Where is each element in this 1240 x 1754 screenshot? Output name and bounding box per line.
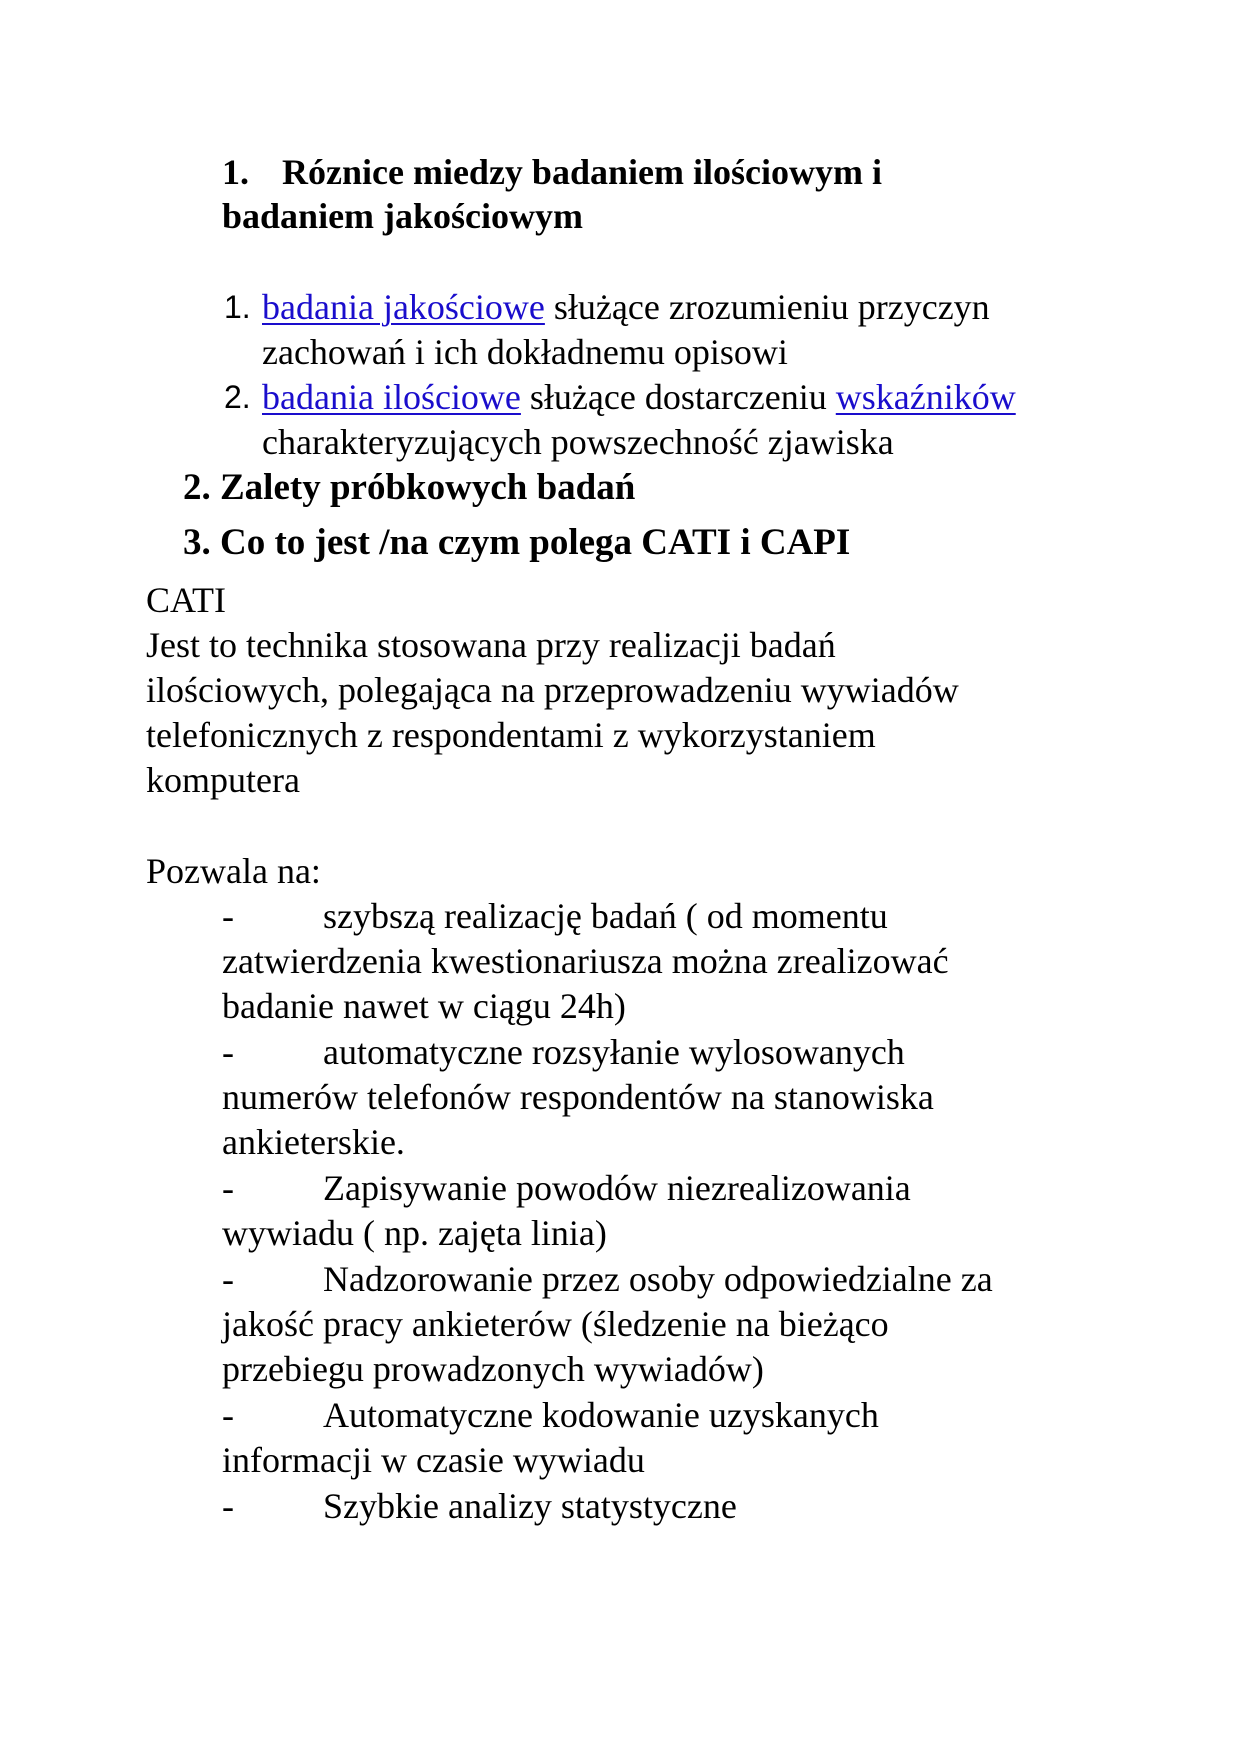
link-wskaznikow[interactable]: wskaźników xyxy=(835,377,1016,417)
bullet-2-line-1: automatyczne rozsyłanie wylosowanych xyxy=(323,1032,905,1072)
bullet-2-line-2: numerów telefonów respondentów na stanowiska xyxy=(222,1077,934,1117)
heading-1-number: 1. xyxy=(222,152,249,192)
bullet-1-line-3: badanie nawet w ciągu 24h) xyxy=(222,986,626,1026)
bullet-dash-4: - xyxy=(222,1259,234,1299)
heading-2: 2. Zalety próbkowych badań xyxy=(183,467,636,508)
sublist-item-2-line-1 xyxy=(262,375,1016,420)
sublist-item-2-text: służące dostarczeniu xyxy=(520,377,836,417)
sublist-item-1-text: służące zrozumieniu przyczyn xyxy=(544,287,990,327)
heading-3: 3. Co to jest /na czym polega CATI i CAPI xyxy=(183,522,851,563)
sublist-item-1-line-1 xyxy=(262,285,990,330)
heading-1-line-1: Róznice miedzy badaniem ilościowym i xyxy=(282,152,882,192)
bullet-3-line-2: wywiadu ( np. zajęta linia) xyxy=(222,1213,607,1253)
link-badania-jakosciowe[interactable]: badania jakościowe xyxy=(262,287,545,327)
pozwala-label: Pozwala na: xyxy=(146,851,321,891)
bullet-3-line-1: Zapisywanie powodów niezrealizowania xyxy=(323,1168,911,1208)
bullet-dash-6: - xyxy=(222,1486,234,1526)
bullet-dash-3: - xyxy=(222,1168,234,1208)
bullet-6-line-1: Szybkie analizy statystyczne xyxy=(323,1486,737,1526)
bullet-5-line-2: informacji w czasie wywiadu xyxy=(222,1440,645,1480)
sublist-number-1: 1. xyxy=(224,289,251,325)
bullet-4-line-3: przebiegu prowadzonych wywiadów) xyxy=(222,1349,764,1389)
sublist-number-2: 2. xyxy=(224,379,251,415)
heading-1-line-2: badaniem jakościowym xyxy=(222,196,584,236)
cati-desc-line-4: komputera xyxy=(146,760,300,800)
cati-label: CATI xyxy=(146,580,226,620)
link-badania-ilosciowe[interactable]: badania ilościowe xyxy=(262,377,521,417)
bullet-dash-5: - xyxy=(222,1395,234,1435)
bullet-4-line-1: Nadzorowanie przez osoby odpowiedzialne za xyxy=(323,1259,993,1299)
sublist-item-1-line-2: zachowań i ich dokładnemu opisowi xyxy=(262,332,788,372)
bullet-2-line-3: ankieterskie. xyxy=(222,1122,405,1162)
cati-desc-line-1: Jest to technika stosowana przy realizacji badań xyxy=(146,625,836,665)
bullet-1-line-1: szybszą realizację badań ( od momentu xyxy=(323,896,888,936)
bullet-4-line-2: jakość pracy ankieterów (śledzenie na bieżąco xyxy=(222,1304,889,1344)
cati-desc-line-3: telefonicznych z respondentami z wykorzystaniem xyxy=(146,715,876,755)
bullet-5-line-1: Automatyczne kodowanie uzyskanych xyxy=(323,1395,879,1435)
cati-desc-line-2: ilościowych, polegająca na przeprowadzeniu wywiadów xyxy=(146,670,959,710)
bullet-dash-1: - xyxy=(222,896,234,936)
bullet-dash-2: - xyxy=(222,1032,234,1072)
sublist-item-2-line-2: charakteryzujących powszechność zjawiska xyxy=(262,422,894,462)
bullet-1-line-2: zatwierdzenia kwestionariusza można zrealizować xyxy=(222,941,949,981)
